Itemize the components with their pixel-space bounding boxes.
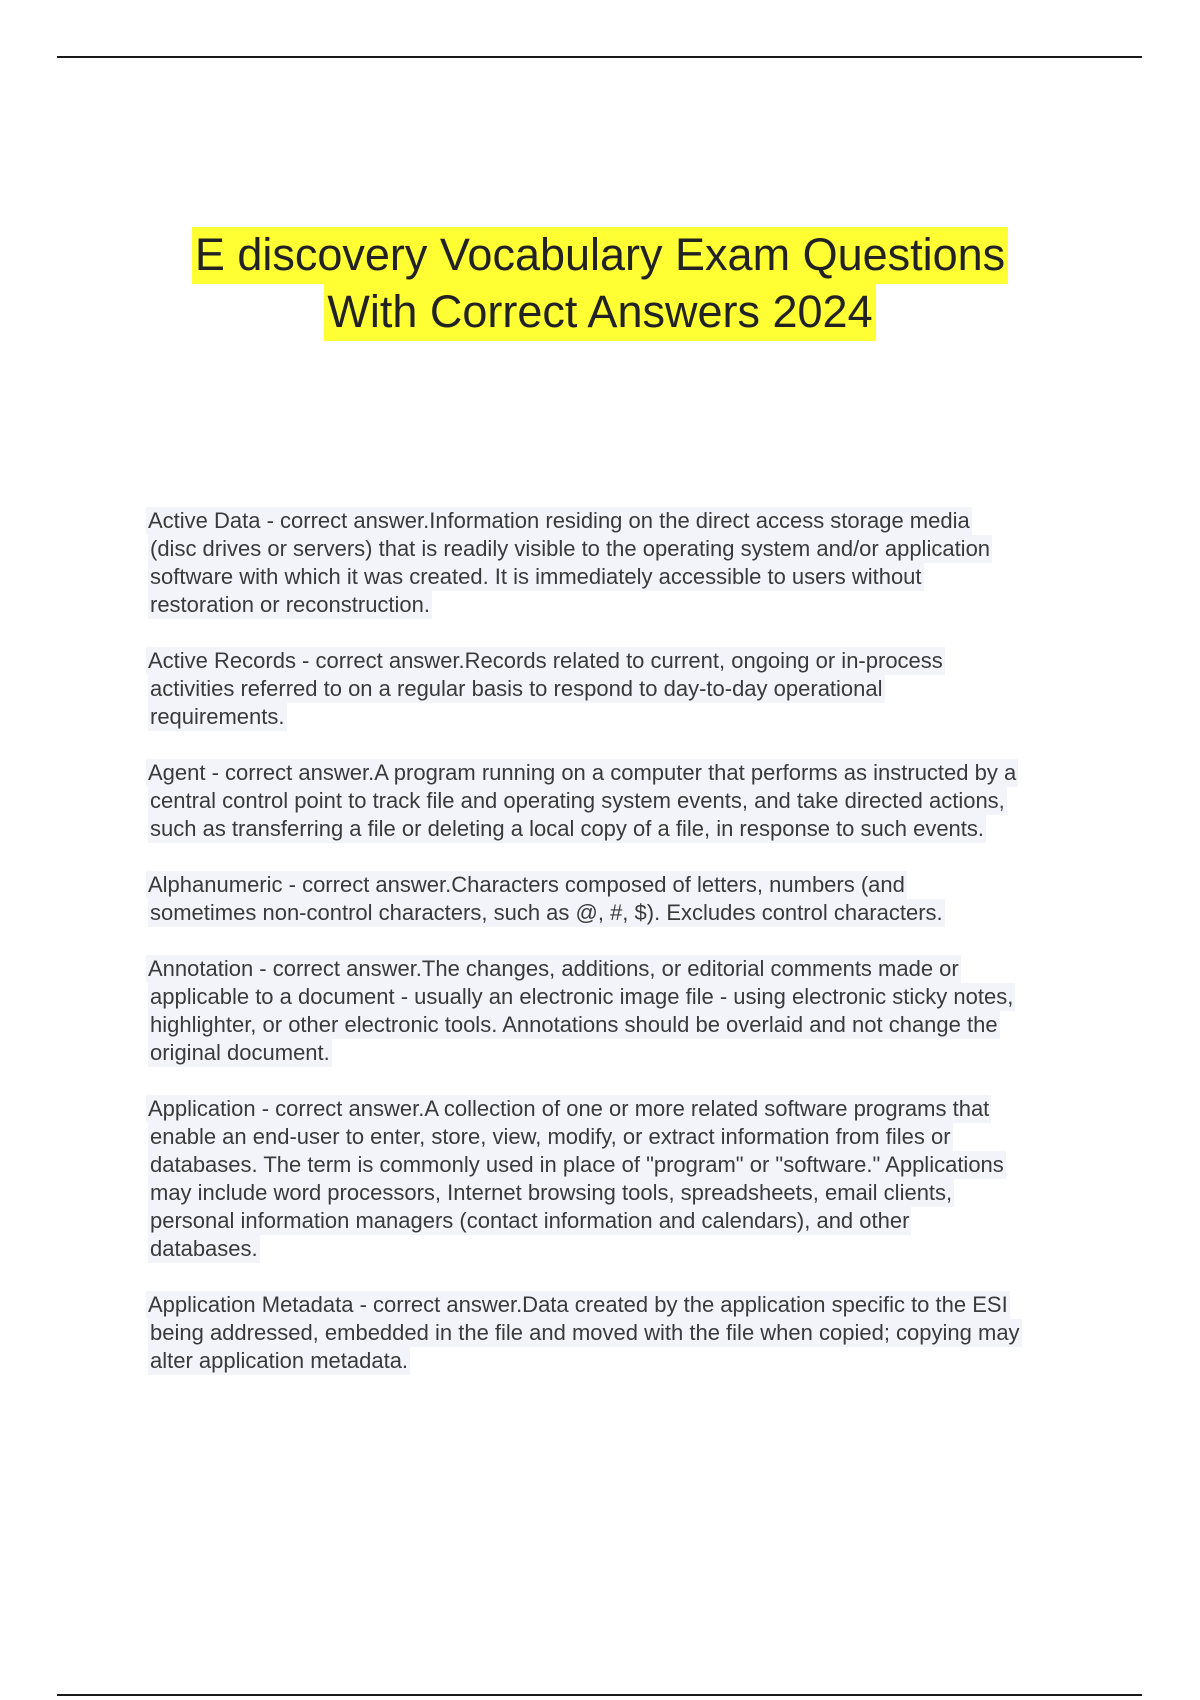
entry-line: applicable to a document - usually an electronic image file - using electronic sticky notes, [150,984,1014,1009]
entry-line: such as transferring a file or deleting a local copy of a file, in response to such events. [150,816,985,841]
entry-line: enable an end-user to enter, store, view, modify, or extract information from files or [150,1124,951,1149]
entry-line: Active Data - correct answer.Information residing on the direct access storage media [148,508,970,533]
entry-line: (disc drives or servers) that is readily visible to the operating system and/or application [150,536,991,561]
entry-line: may include word processors, Internet browsing tools, spreadsheets, email clients, [150,1180,953,1205]
entry-line: software with which it was created. It is immediately accessible to users without [150,564,922,589]
entry-line: Application Metadata - correct answer.Data created by the application specific to the ESI [148,1292,1008,1317]
title-line-2: With Correct Answers 2024 [324,284,875,341]
entry-alphanumeric [146,871,1096,927]
entry-line: Alphanumeric - correct answer.Characters composed of letters, numbers (and [148,872,905,897]
entry-line: Application - correct answer.A collection of one or more related software programs that [148,1096,990,1121]
entry-application [146,1095,1096,1263]
entry-active-data [146,507,1096,619]
entry-line: requirements. [150,704,285,729]
vocabulary-entries [146,507,1096,1403]
entry-line: alter application metadata. [150,1348,409,1373]
entry-line: personal information managers (contact information and calendars), and other [150,1208,910,1233]
entry-agent [146,759,1096,843]
entry-line: databases. The term is commonly used in place of "program" or "software." Applications [150,1152,1004,1177]
entry-line: restoration or reconstruction. [150,592,431,617]
title-line-1: E discovery Vocabulary Exam Questions [192,227,1008,284]
entry-line: Agent - correct answer.A program running on a computer that performs as instructed by a [148,760,1017,785]
entry-application-metadata [146,1291,1096,1375]
entry-line: activities referred to on a regular basis to respond to day-to-day operational [150,676,883,701]
entry-line: Annotation - correct answer.The changes, additions, or editorial comments made or [148,956,959,981]
entry-line: original document. [150,1040,330,1065]
entry-line: databases. [150,1236,258,1261]
bottom-rule [57,1694,1142,1696]
entry-line: Active Records - correct answer.Records related to current, ongoing or in-process [148,648,943,673]
entry-line: highlighter, or other electronic tools. Annotations should be overlaid and not change the [150,1012,998,1037]
top-rule [57,56,1142,58]
entry-line: sometimes non-control characters, such as @, #, $). Excludes control characters. [150,900,943,925]
entry-line: being addressed, embedded in the file and moved with the file when copied; copying may [150,1320,1020,1345]
entry-active-records [146,647,1096,731]
document-title [0,226,1200,340]
entry-annotation [146,955,1096,1067]
entry-line: central control point to track file and operating system events, and take directed actions, [150,788,1005,813]
